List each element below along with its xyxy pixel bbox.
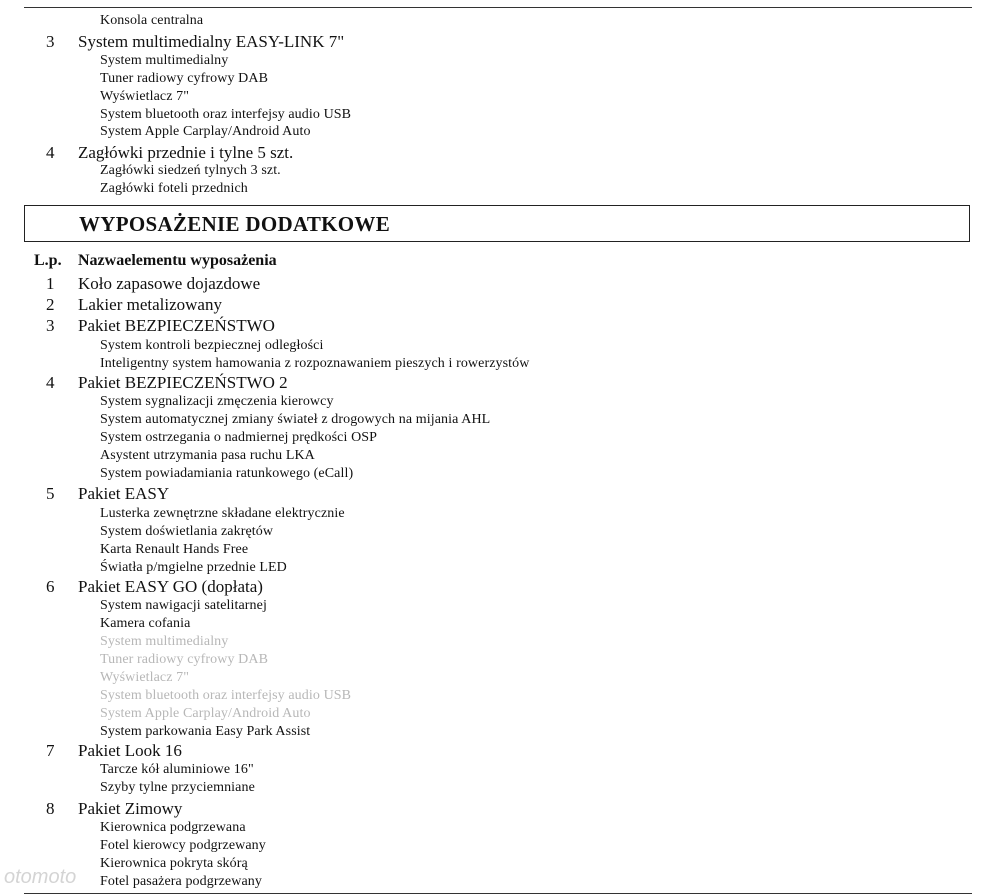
sub-item: System nawigacji satelitarnej — [100, 598, 267, 613]
sub-item: System bluetooth oraz interfejsy audio USB — [100, 107, 352, 122]
sub-item: Fotel kierowcy podgrzewany — [100, 838, 266, 853]
sub-item: System Apple Carplay/Android Auto — [100, 124, 311, 139]
sub-item: Tuner radiowy cyfrowy DAB — [100, 71, 269, 86]
sub-item: Tarcze kół aluminiowe 16" — [100, 762, 254, 777]
sub-item: System doświetlania zakrętów — [100, 524, 274, 539]
sub-item: System sygnalizacji zmęczenia kierowcy — [100, 394, 334, 409]
sub-item: Lusterka zewnętrzne składane elektrycznie — [100, 506, 345, 521]
watermark: otomoto — [4, 866, 77, 888]
item-number: 6 — [46, 577, 55, 596]
item-number: 5 — [46, 484, 55, 503]
sub-item: Zagłówki siedzeń tylnych 3 szt. — [100, 163, 281, 178]
sub-item: System ostrzegania o nadmiernej prędkości OSP — [100, 430, 378, 445]
item-number: 1 — [46, 274, 55, 293]
section-header-box — [24, 205, 970, 242]
sub-item: System parkowania Easy Park Assist — [100, 724, 311, 739]
equipment-item: Pakiet BEZPIECZEŃSTWO 2 — [78, 373, 288, 392]
item-number: 7 — [46, 741, 55, 760]
item-number: 3 — [46, 316, 55, 335]
sub-item: System kontroli bezpiecznej odległości — [100, 338, 324, 353]
equipment-item: Pakiet EASY GO (dopłata) — [78, 577, 263, 596]
item-number: 4 — [46, 143, 55, 162]
sub-item-faded: Tuner radiowy cyfrowy DAB — [100, 652, 269, 667]
equipment-item: Zagłówki przednie i tylne 5 szt. — [78, 143, 294, 162]
equipment-item: Pakiet Look 16 — [78, 741, 182, 760]
sub-item: Konsola centralna — [100, 13, 204, 28]
sub-item: Inteligentny system hamowania z rozpoznawaniem pieszych i rowerzystów — [100, 356, 530, 371]
bottom-rule — [24, 893, 972, 894]
sub-item: System automatycznej zmiany świateł z drogowych na mijania AHL — [100, 412, 491, 427]
sub-item-faded: Wyświetlacz 7" — [100, 670, 190, 685]
equipment-item: System multimedialny EASY-LINK 7" — [78, 32, 345, 51]
sub-item-faded: System bluetooth oraz interfejsy audio USB — [100, 688, 352, 703]
item-number: 8 — [46, 799, 55, 818]
sub-item: Fotel pasażera podgrzewany — [100, 874, 262, 889]
equipment-item: Koło zapasowe dojazdowe — [78, 274, 261, 293]
sub-item: Wyświetlacz 7" — [100, 89, 190, 104]
sub-item: Zagłówki foteli przednich — [100, 181, 248, 196]
top-rule — [24, 7, 972, 8]
column-header-name: Nazwaelementu wyposażenia — [78, 252, 277, 269]
item-number: 2 — [46, 295, 55, 314]
equipment-item: Lakier metalizowany — [78, 295, 222, 314]
item-number: 3 — [46, 32, 55, 51]
equipment-item: Pakiet EASY — [78, 484, 170, 503]
sub-item: Asystent utrzymania pasa ruchu LKA — [100, 448, 315, 463]
sub-item-faded: System multimedialny — [100, 634, 229, 649]
sub-item: Szyby tylne przyciemniane — [100, 780, 255, 795]
equipment-item: Pakiet BEZPIECZEŃSTWO — [78, 316, 275, 335]
sub-item: Kamera cofania — [100, 616, 191, 631]
equipment-item: Pakiet Zimowy — [78, 799, 183, 818]
column-header-lp: L.p. — [34, 252, 62, 269]
sub-item: Kierownica pokryta skórą — [100, 856, 248, 871]
sub-item: Kierownica podgrzewana — [100, 820, 246, 835]
sub-item: System powiadamiania ratunkowego (eCall) — [100, 466, 354, 481]
section-title: WYPOSAŻENIE DODATKOWE — [79, 212, 391, 236]
sub-item: Światła p/mgielne przednie LED — [100, 560, 287, 575]
sub-item-faded: System Apple Carplay/Android Auto — [100, 706, 311, 721]
sub-item: System multimedialny — [100, 53, 229, 68]
sub-item: Karta Renault Hands Free — [100, 542, 249, 557]
item-number: 4 — [46, 373, 55, 392]
